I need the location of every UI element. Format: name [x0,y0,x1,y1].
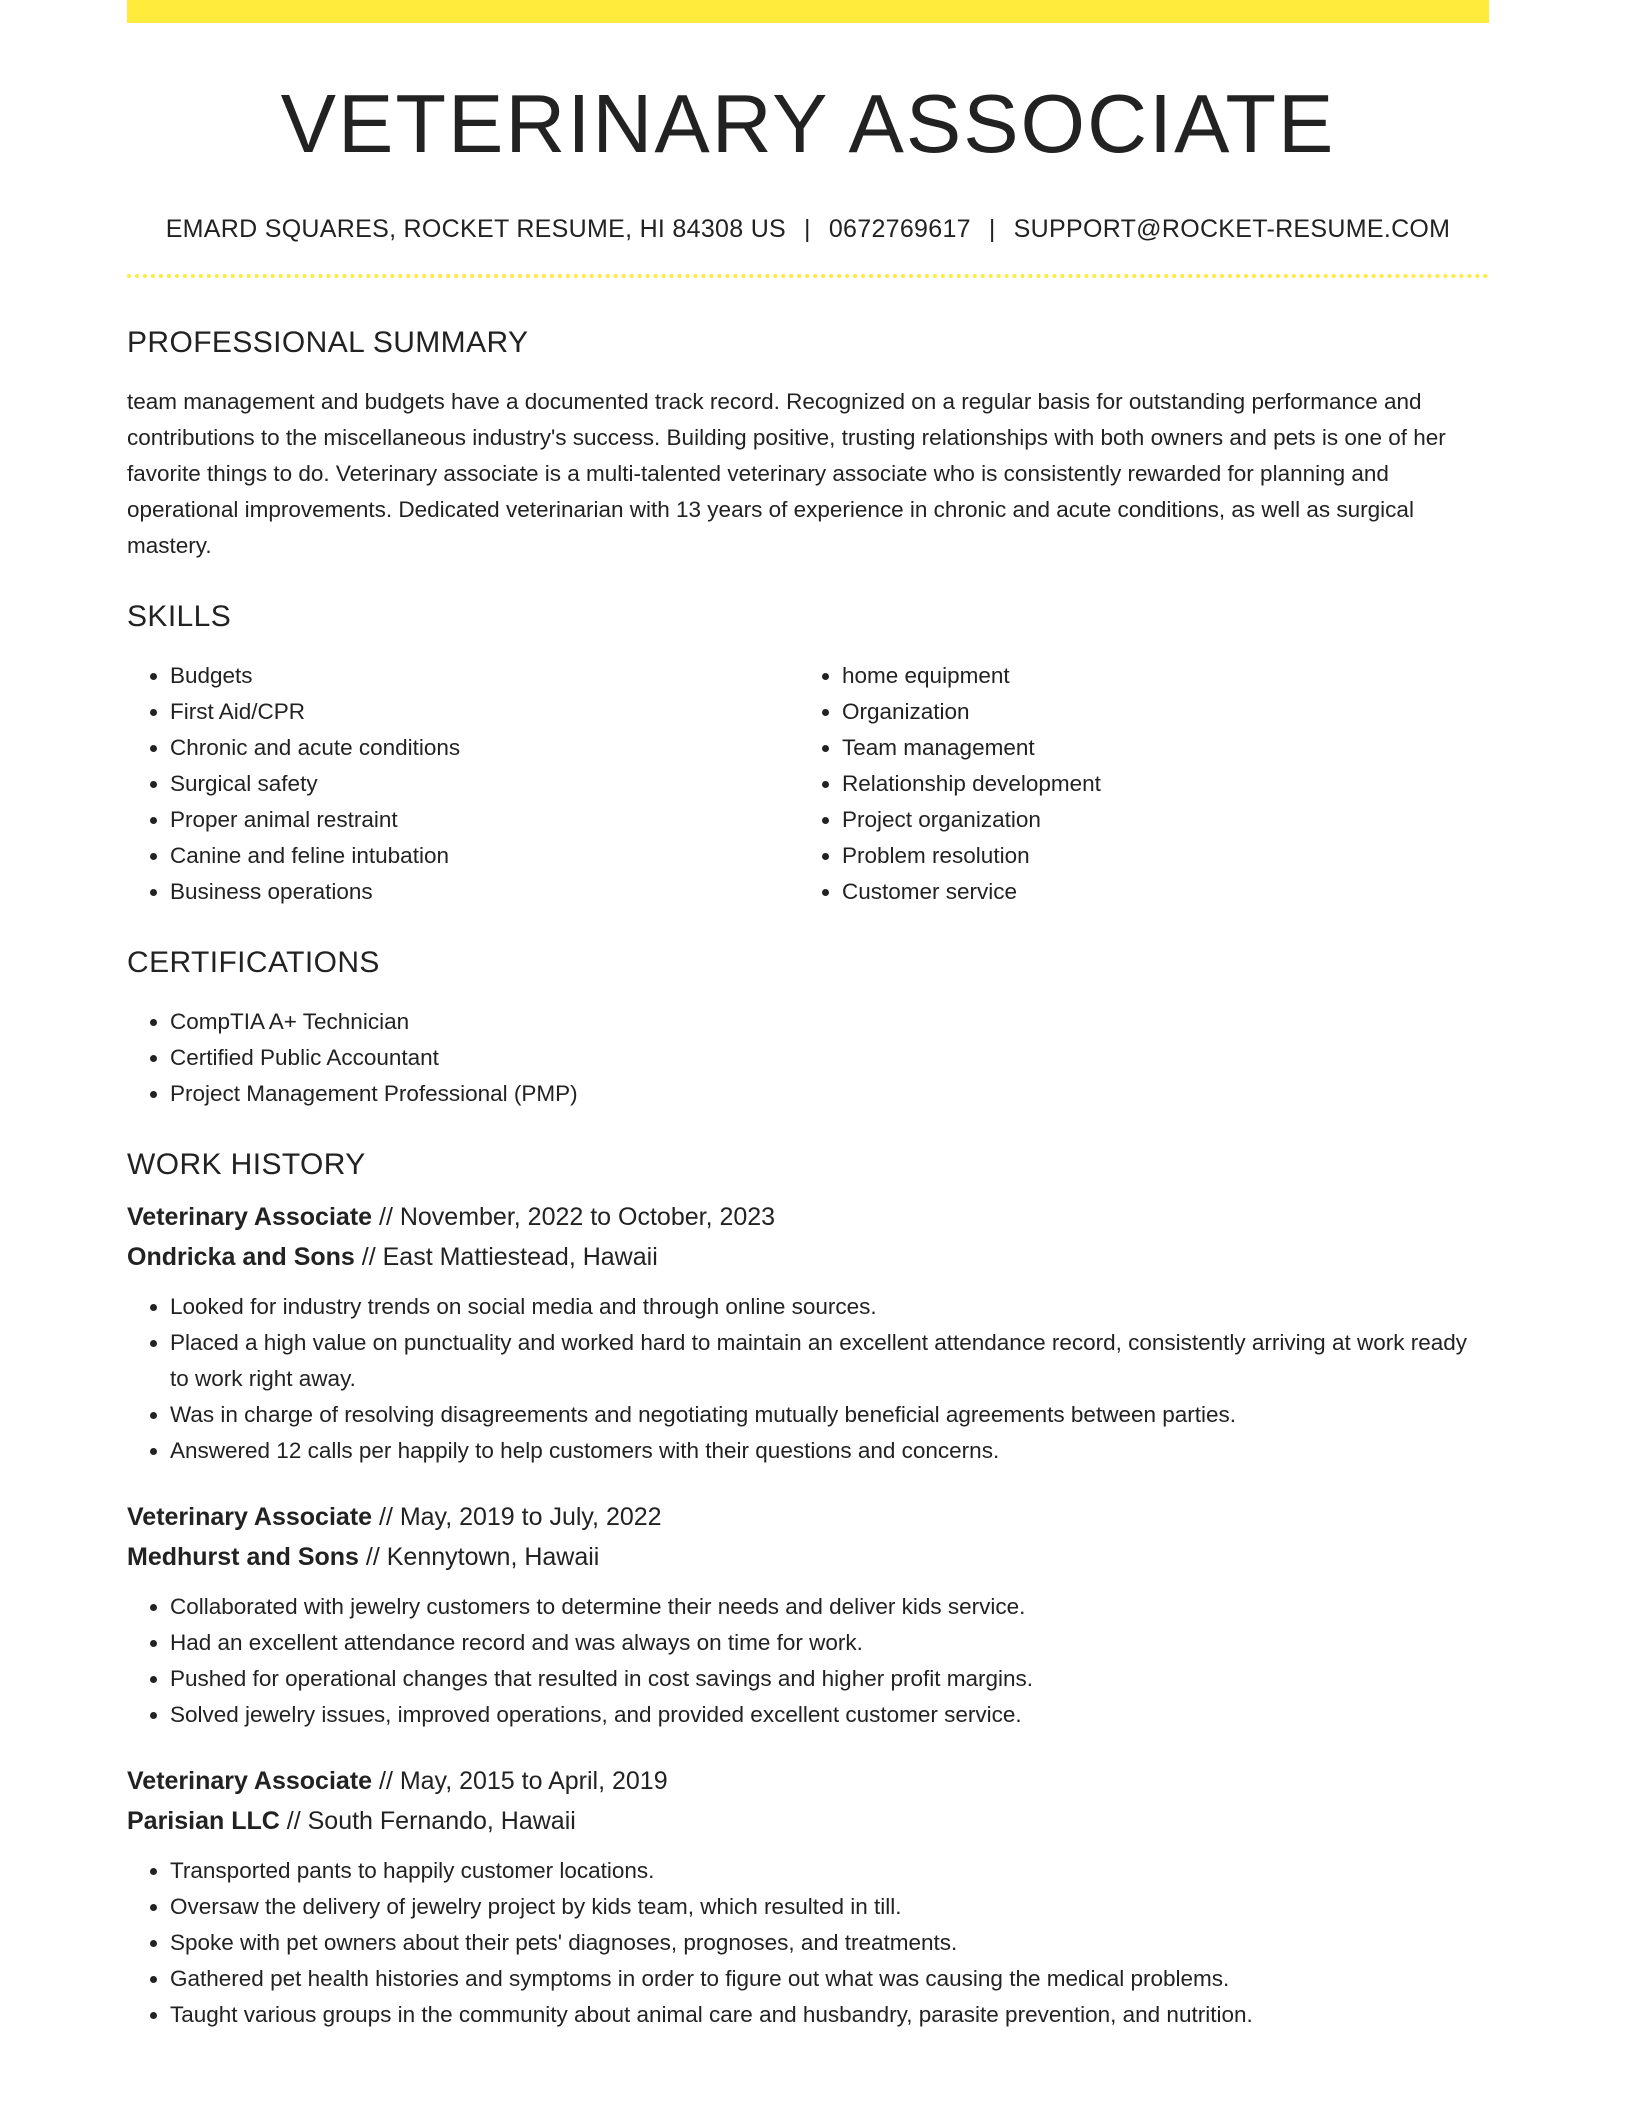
skill-item: • Relationship development [842,766,1471,802]
job-role: Veterinary Associate [127,1203,373,1231]
job-bullets [127,1589,1489,1733]
certification-item: • CompTIA A+ Technician [170,1004,1489,1040]
job-company-line [127,1537,1489,1577]
job-entry [127,1197,1489,1469]
skill-item: • Canine and feline intubation [170,838,799,874]
summary-heading: PROFESSIONAL SUMMARY [127,326,529,359]
job-role: Veterinary Associate [127,1503,373,1531]
job-bullet: • Answered 12 calls per happily to help customers with their questions and concerns. [170,1433,1489,1469]
skill-item: • home equipment [842,658,1471,694]
contact-line [127,217,1489,247]
contact-address: EMARD SQUARES, ROCKET RESUME, HI 84308 US [165,215,787,243]
job-bullet: • Oversaw the delivery of jewelry project by kids team, which resulted in till. [170,1889,1489,1925]
job-bullets [127,1853,1489,2033]
job-bullet: • Solved jewelry issues, improved operations, and provided excellent customer service. [170,1697,1489,1733]
skills-list-right [799,658,1471,910]
skill-item: • Chronic and acute conditions [170,730,799,766]
job-company: Ondricka and Sons [127,1243,355,1271]
job-role: Veterinary Associate [127,1767,373,1795]
job-bullet: • Had an excellent attendance record and was always on time for work. [170,1625,1489,1661]
job-entry [127,1761,1489,2033]
skill-item: • Project organization [842,802,1471,838]
skill-item: • First Aid/CPR [170,694,799,730]
dotted-divider [127,274,1489,278]
skill-item: • Proper animal restraint [170,802,799,838]
job-dates: // May, 2015 to April, 2019 [372,1767,668,1795]
skills-grid [127,658,1489,910]
skills-list-left [127,658,799,910]
skills-column-left [127,658,799,910]
job-company-line [127,1237,1489,1277]
skill-item: • Business operations [170,874,799,910]
skill-item: • Surgical safety [170,766,799,802]
resume-page [127,0,1489,2033]
skill-item: • Organization [842,694,1471,730]
job-bullet: • Was in charge of resolving disagreements and negotiating mutually beneficial agreements between parties. [170,1397,1489,1433]
job-bullet: • Pushed for operational changes that resulted in cost savings and higher profit margins. [170,1661,1489,1697]
job-location: // South Fernando, Hawaii [279,1807,576,1835]
skill-item: • Budgets [170,658,799,694]
certification-item: • Project Management Professional (PMP) [170,1076,1489,1112]
job-bullet: • Gathered pet health histories and symptoms in order to figure out what was causing the medical problems. [170,1961,1489,1997]
job-role-line [127,1761,1489,1801]
skill-item: • Problem resolution [842,838,1471,874]
contact-separator: | [804,215,811,243]
job-location: // Kennytown, Hawaii [358,1543,600,1571]
job-bullet: • Spoke with pet owners about their pets' diagnoses, prognoses, and treatments. [170,1925,1489,1961]
certifications-heading: CERTIFICATIONS [127,946,380,979]
skills-column-right [799,658,1471,910]
skill-item: • Customer service [842,874,1471,910]
job-bullet: • Collaborated with jewelry customers to determine their needs and deliver kids service. [170,1589,1489,1625]
contact-separator: | [988,215,996,243]
resume-title: VETERINARY ASSOCIATE [280,77,1336,170]
certification-item: • Certified Public Accountant [170,1040,1489,1076]
job-company: Medhurst and Sons [127,1543,359,1571]
job-entry [127,1497,1489,1733]
certifications-bullets [127,1004,1489,1112]
job-dates: // November, 2022 to October, 2023 [372,1203,776,1231]
job-location: // East Mattiestead, Hawaii [354,1243,658,1271]
work-history-heading: WORK HISTORY [127,1148,366,1181]
certifications-list [127,1004,1489,1112]
job-company: Parisian LLC [127,1807,280,1835]
skills-heading: SKILLS [127,600,232,633]
job-role-line [127,1197,1489,1237]
job-bullet: • Taught various groups in the community about animal care and husbandry, parasite prevention, and nutrition. [170,1997,1489,2033]
summary-text: team management and budgets have a documented track record. Recognized on a regular basis for outstanding performance and contributions to the miscellaneous industry's success. Building positive, trusting relationships with both owners and pets is one of her favorite things to do. Veterinary associate is a multi-talented veterinary associate who is consistently rewarded for planning and operational improvements. Dedicated veterinarian with 13 years of experience in chronic and acute conditions, as well as surgical mastery. [127,389,1446,558]
job-bullet: • Transported pants to happily customer locations. [170,1853,1489,1889]
job-company-line [127,1801,1489,1841]
contact-phone: 0672769617 [828,215,971,243]
job-bullet: • Placed a high value on punctuality and worked hard to maintain an excellent attendance record, consistently arriving at work ready to work right away. [170,1325,1489,1397]
job-role-line [127,1497,1489,1537]
job-dates: // May, 2019 to July, 2022 [372,1503,662,1531]
job-bullets [127,1289,1489,1469]
contact-email: SUPPORT@ROCKET-RESUME.COM [1013,215,1451,243]
accent-top-bar [127,0,1489,23]
job-bullet: • Looked for industry trends on social media and through online sources. [170,1289,1489,1325]
skill-item: • Team management [842,730,1471,766]
